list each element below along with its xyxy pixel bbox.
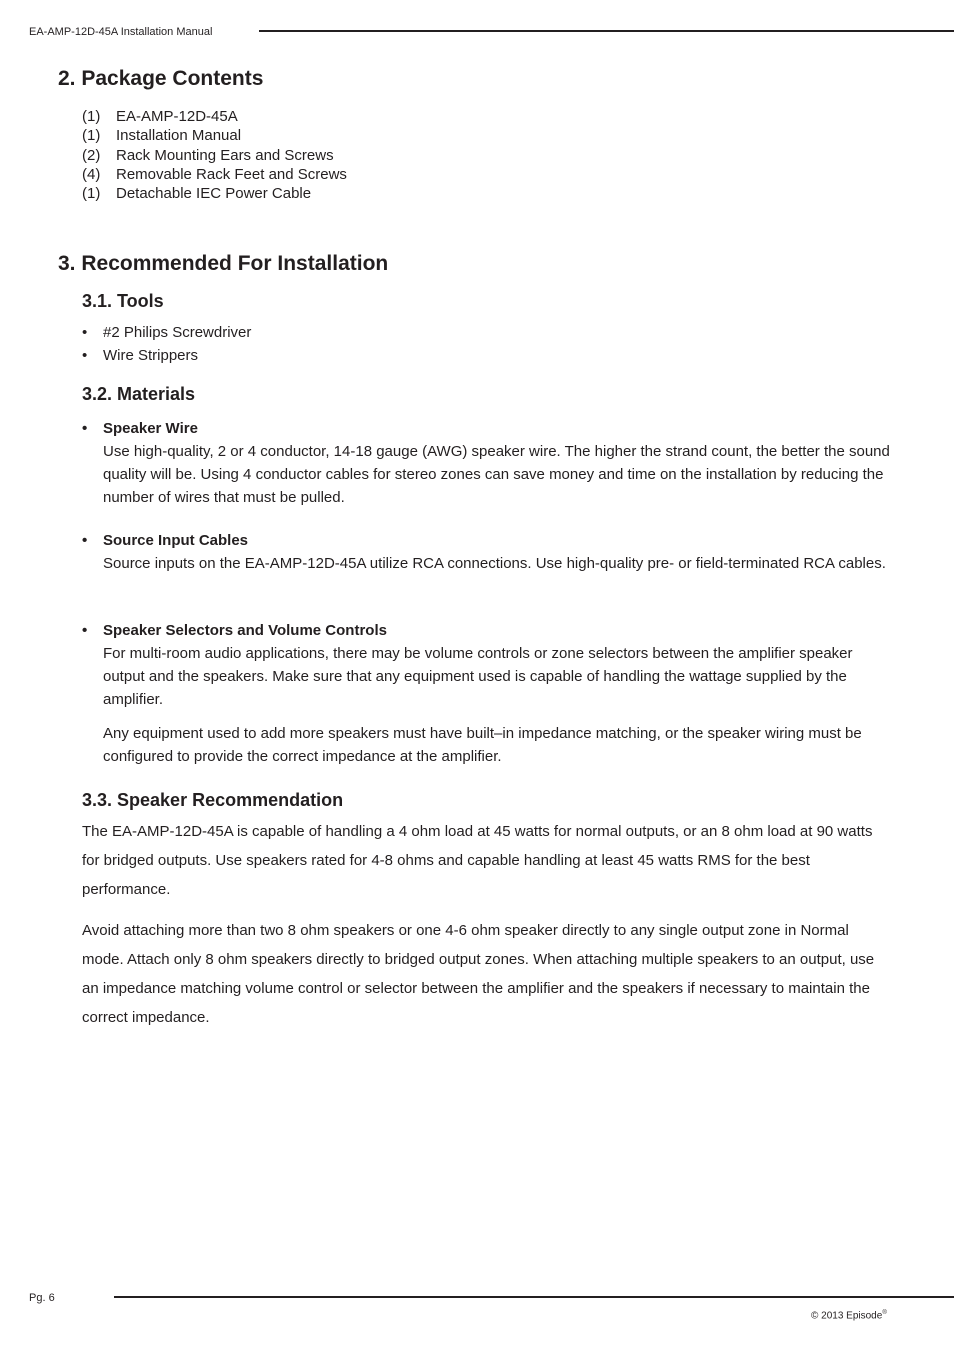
package-contents-heading: 2. Package Contents [58, 67, 264, 90]
material-item-source-input-cables [82, 529, 897, 575]
page-number: Pg. 6 [29, 1292, 55, 1304]
tool-label: Wire Strippers [103, 347, 199, 364]
item-label: Detachable IEC Power Cable [116, 185, 312, 203]
list-item [82, 165, 347, 184]
item-qty: (1) [82, 185, 101, 203]
list-item [82, 344, 251, 367]
copyright [811, 1310, 887, 1321]
tool-label: #2 Philips Screwdriver [103, 324, 252, 341]
bullet-icon: • [82, 324, 88, 341]
material-description: For multi-room audio applications, there may be volume controls or zone selectors between the amplifier speaker output and the speakers. Make sure that any equipment used is capable of handling the wattage supplied by the amplifier. [103, 645, 853, 708]
item-label: Removable Rack Feet and Screws [116, 165, 347, 183]
tools-list [82, 321, 251, 367]
list-item [82, 126, 347, 145]
bullet-icon: • [82, 347, 88, 364]
list-item [82, 184, 347, 203]
material-description: Source inputs on the EA-AMP-12D-45A utilize RCA connections. Use high-quality pre- or field-terminated RCA cables. [103, 555, 886, 572]
material-description-secondary: Any equipment used to add more speakers must have built–in impedance matching, or the speaker wiring must be configured to provide the correct impedance at the amplifier. [103, 725, 862, 765]
list-item [82, 146, 347, 165]
material-item-selectors-volume [82, 619, 897, 768]
item-label: Installation Manual [116, 127, 242, 145]
tools-heading: 3.1. Tools [82, 291, 164, 311]
bullet-icon: • [82, 532, 88, 549]
footer-divider [114, 1296, 954, 1298]
material-description: Use high-quality, 2 or 4 conductor, 14-18 gauge (AWG) speaker wire. The higher the strand count, the better the sound quality will be. Using 4 conductor cables for stereo zones can save money and time on the installation by reducing the number of wires that must be pulled. [103, 443, 890, 506]
item-label: EA-AMP-12D-45A [116, 108, 238, 125]
list-item [82, 107, 347, 126]
item-label: Rack Mounting Ears and Screws [116, 146, 334, 164]
header-title: EA-AMP-12D-45A Installation Manual [29, 26, 213, 38]
material-title: Speaker Selectors and Volume Controls [103, 622, 387, 639]
list-item [82, 321, 251, 344]
registered-mark: ® [882, 1310, 887, 1316]
bullet-icon: • [82, 420, 88, 437]
bullet-icon: • [82, 622, 88, 639]
header-divider [259, 30, 954, 32]
item-qty: (1) [82, 127, 101, 145]
item-qty: (2) [82, 146, 101, 164]
recommended-heading: 3. Recommended For Installation [58, 252, 389, 275]
speaker-rec-paragraph-2: Avoid attaching more than two 8 ohm speakers or one 4-6 ohm speaker directly to any single output zone in Normal mode. Attach only 8 ohm speakers directly to bridged output zones. When attaching multiple speakers to an output, use an impedance matching volume control or selector between the amplifier and the speakers if necessary to maintain the correct impedance. [82, 922, 875, 1026]
material-title: Speaker Wire [103, 420, 198, 437]
copyright-text: © 2013 Episode [811, 1310, 883, 1322]
speaker-rec-paragraph-1: The EA-AMP-12D-45A is capable of handling a 4 ohm load at 45 watts for normal outputs, or an 8 ohm load at 90 watts for bridged outputs. Use speakers rated for 4-8 ohms and capable handling at least 45 watts RMS for the best performance. [82, 823, 873, 898]
speaker-rec-heading: 3.3. Speaker Recommendation [82, 790, 344, 810]
material-title: Source Input Cables [103, 532, 249, 549]
material-item-speaker-wire [82, 417, 897, 509]
item-qty: (4) [82, 165, 101, 183]
item-qty: (1) [82, 108, 101, 125]
package-contents-list [82, 107, 347, 203]
materials-heading: 3.2. Materials [82, 384, 196, 404]
